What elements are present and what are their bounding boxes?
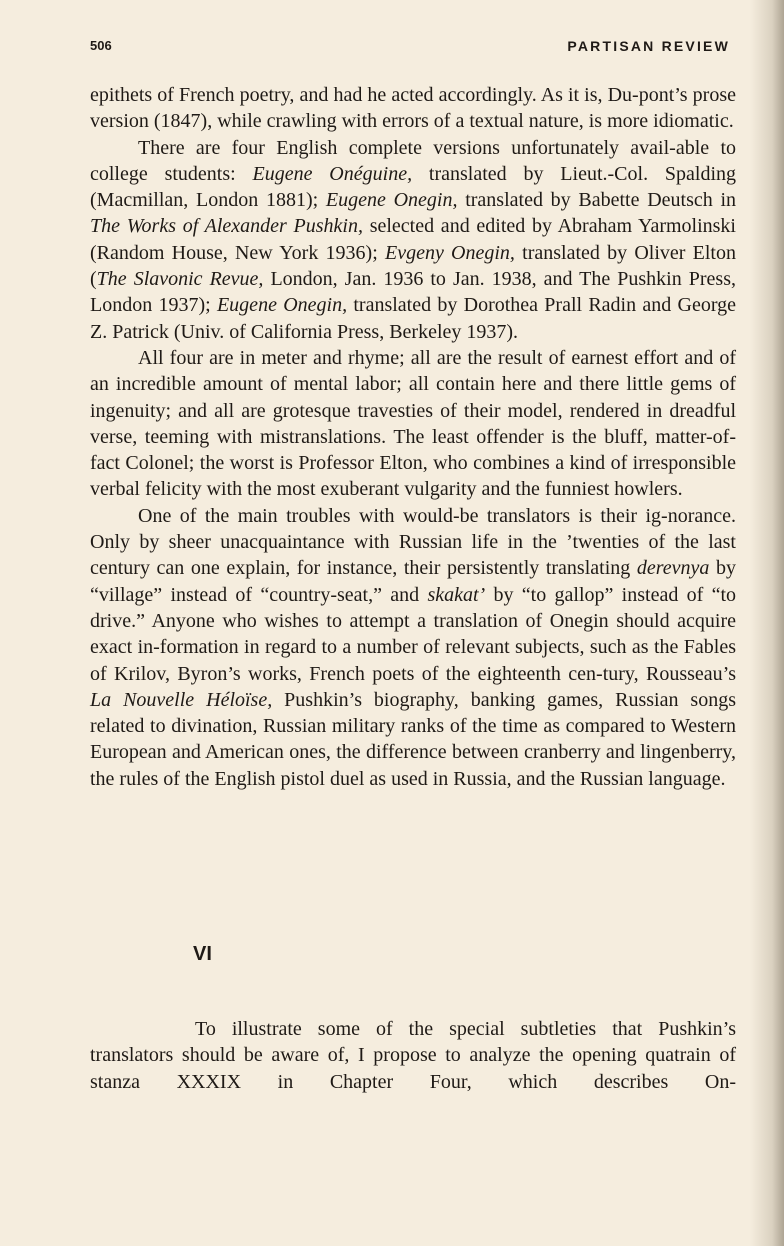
text-run: epithets of French poetry, and had he acted accordingly. As it is, Du-pont’s prose version (1847), while crawling with errors of a textual nature, is more idiomatic. <box>90 84 736 133</box>
text-run: by “to gallop” instead of “to drive.” Anyone who wishes to attempt a translation of Onegin should acquire exact in-formation in regard to a number of relevant subjects, such as the Fables of Krilov, Byron’s works, French poets of the eighteenth cen-tury, Rousseau’s <box>90 583 737 685</box>
paragraph <box>90 345 736 503</box>
text-run: translated by Lieut.-Col. Spalding (Macmillan, London 1881); <box>90 162 737 212</box>
paragraph <box>90 503 736 792</box>
journal-title: PARTISAN REVIEW <box>567 38 730 54</box>
italic-title: Eugene Onegin, <box>216 294 348 317</box>
section-body <box>90 1016 736 1095</box>
italic-title: The Works of Alexander Pushkin, <box>90 215 363 238</box>
text-run: by “village” instead of “country-seat,” and <box>90 557 736 606</box>
italic-title: La Nouvelle Héloïse, <box>90 688 273 711</box>
paragraph <box>90 82 736 135</box>
text-run: London, Jan. 1936 to Jan. 1938, and The Pushkin Press, London 1937); <box>90 268 736 317</box>
text-run: There are four English complete versions unfortunately avail-able to college students: <box>90 136 736 185</box>
text-run: translated by Oliver Elton ( <box>90 241 736 291</box>
paragraph <box>90 135 736 345</box>
italic-title: The Slavonic Revue, <box>96 268 264 291</box>
italic-title: Evgeny Onegin, <box>384 241 515 264</box>
italic-title: derevnya <box>636 557 710 580</box>
text-run: translated by Babette Deutsch in <box>457 189 737 212</box>
italic-title: skakat’ <box>427 583 486 606</box>
article-body <box>90 82 736 792</box>
italic-title: Eugene Onéguine, <box>252 162 413 185</box>
running-head <box>90 38 730 58</box>
text-run: Pushkin’s biography, banking games, Russian songs related to divination, Russian military ranks of the time as compared to Western European and American ones, the difference between cranberry and lingenberry, the rules of the English pistol duel as used in Russia, and the Russian language. <box>90 688 736 790</box>
italic-title: Eugene Onegin, <box>325 189 458 212</box>
page-edge-shadow <box>750 0 784 1246</box>
paragraph: To illustrate some of the special subtleties that Pushkin’s translators should be aware of, I propose to analyze the opening quatrain of stanza XXXIX in Chapter Four, which describes On- <box>90 1018 736 1093</box>
section-heading: VI <box>193 943 212 965</box>
page-number: 506 <box>90 38 112 53</box>
text-run: selected and edited by Abraham Yarmolinski (Random House, New York 1936); <box>90 215 736 264</box>
text-run: One of the main troubles with would-be translators is their ig-norance. Only by sheer unacquaintance with Russian life in the ’twenties of the last century can one explain, for instance, their persistently translating <box>90 504 736 580</box>
text-run: translated by Dorothea Prall Radin and George Z. Patrick (Univ. of California Press, Berkeley 1937). <box>90 294 737 343</box>
text-run: All four are in meter and rhyme; all are the result of earnest effort and of an incredible amount of mental labor; all contain here and there little gems of ingenuity; and all are grotesque travesties of their model, rendered in dreadful verse, teeming with mistranslations. The least offender is the bluff, matter-of-fact Colonel; the worst is Professor Elton, who combines a kind of irresponsible verbal felicity with the most exuberant vulgarity and the funniest howlers. <box>90 346 736 501</box>
